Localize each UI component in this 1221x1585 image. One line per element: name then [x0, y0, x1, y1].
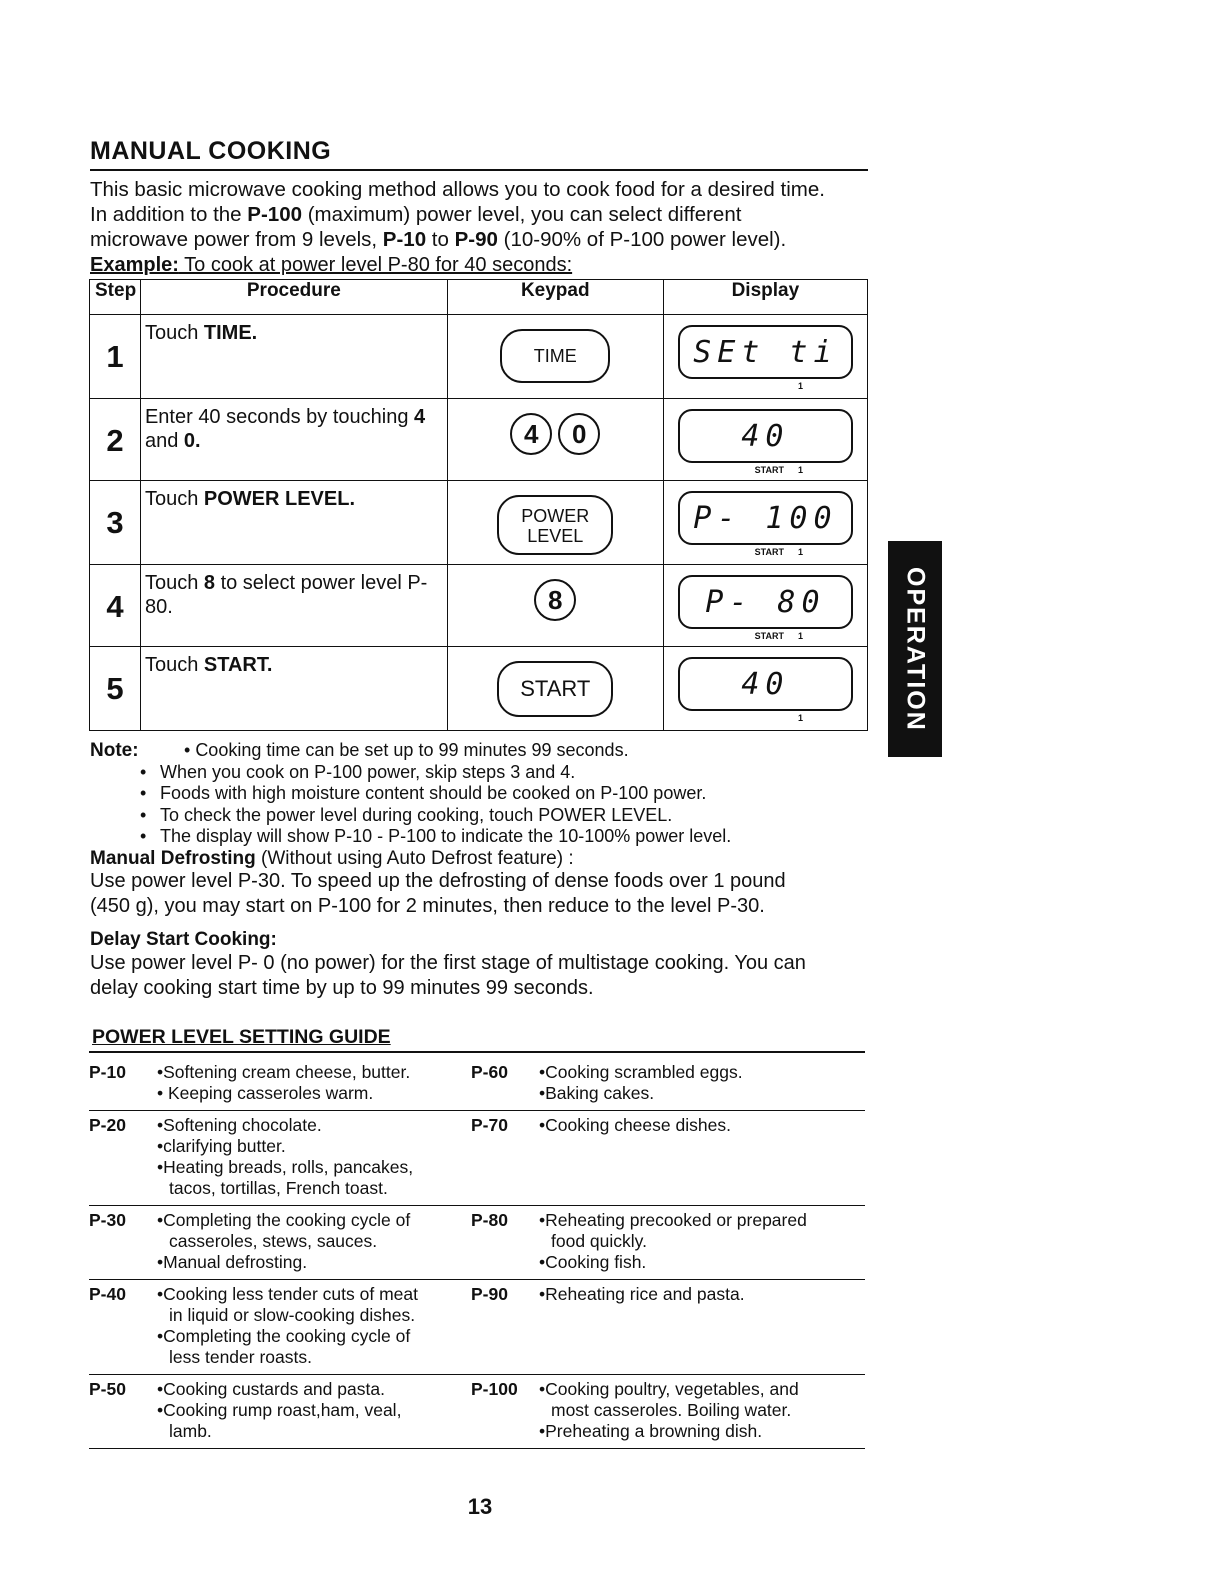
note-item: • The display will show P-10 - P-100 to indicate the 10-100% power level.: [90, 826, 880, 848]
guide-item: •Cooking custards and pasta.: [157, 1379, 385, 1399]
delay-line-2: delay cooking start time by up to 99 minutes 99 seconds.: [90, 976, 594, 999]
time-key: TIME: [500, 329, 610, 383]
power-level-label: P-90: [471, 1284, 508, 1304]
step-number: 5: [90, 647, 141, 731]
intro-line-2: In addition to the P-100 (maximum) power level, you can select different: [90, 203, 742, 226]
guide-item: •Completing the cooking cycle of: [157, 1326, 411, 1346]
power-level-label: P-80: [471, 1210, 508, 1230]
guide-left-col: [89, 1284, 471, 1368]
guide-item: less tender roasts.: [169, 1347, 312, 1367]
power-level-label: P-30: [89, 1210, 126, 1230]
lcd-indicator: START 1: [754, 631, 803, 641]
number-4-key: 4: [510, 413, 552, 455]
step-number: 4: [90, 565, 141, 647]
power-level-label: P-40: [89, 1284, 126, 1304]
guide-row: [89, 1375, 865, 1449]
step-keypad: [447, 647, 663, 731]
table-header-row: [90, 280, 868, 315]
defrost-line-1: Use power level P-30. To speed up the defrosting of dense foods over 1 pound: [90, 870, 786, 892]
notes-section: [90, 740, 880, 1001]
step-keypad: [447, 565, 663, 647]
step-display: [663, 565, 867, 647]
example-line: Example: To cook at power level P-80 for 40 seconds:: [90, 254, 573, 276]
start-key: START: [497, 661, 613, 717]
step-procedure: Touch 8 to select power level P-80.: [140, 565, 447, 647]
delay-line-1: Use power level P- 0 (no power) for the first stage of multistage cooking. You can: [90, 951, 806, 974]
step-number: 2: [90, 399, 141, 481]
power-level-label: P-100: [471, 1379, 518, 1399]
header-keypad: Keypad: [447, 280, 663, 315]
notes-list: [90, 762, 880, 848]
guide-item: •Completing the cooking cycle of: [157, 1210, 411, 1230]
lcd-indicator: 1: [797, 713, 803, 723]
guide-item: •Cooking fish.: [539, 1252, 647, 1272]
note-item: • To check the power level during cooking, touch POWER LEVEL.: [90, 805, 880, 827]
step-keypad: [447, 481, 663, 565]
step-number: 1: [90, 315, 141, 399]
header-display: Display: [663, 280, 867, 315]
guide-left-col: [89, 1210, 471, 1273]
intro-paragraph: [90, 177, 880, 252]
header-procedure: Procedure: [140, 280, 447, 315]
lcd-indicator: 1: [797, 381, 803, 391]
steps-table: [89, 279, 868, 731]
power-level-label: P-20: [89, 1115, 126, 1135]
guide-title: POWER LEVEL SETTING GUIDE: [92, 1026, 391, 1048]
note-label: Note:: [90, 740, 139, 761]
section-tab: [888, 541, 942, 757]
intro-line-1: This basic microwave cooking method allows you to cook food for a desired time.: [90, 178, 825, 201]
page-number: 13: [467, 1494, 493, 1519]
step-keypad: [447, 315, 663, 399]
lcd-display: P- 80: [678, 575, 853, 629]
table-row: [90, 647, 868, 731]
guide-item: • Keeping casseroles warm.: [157, 1083, 374, 1103]
guide-left-col: [89, 1115, 471, 1199]
guide-item: most casseroles. Boiling water.: [551, 1400, 792, 1420]
number-0-key: 0: [558, 413, 600, 455]
guide-row: [89, 1206, 865, 1280]
power-level-label: P-10: [89, 1062, 126, 1082]
guide-item: •Cooking less tender cuts of meat: [157, 1284, 418, 1304]
title-divider: [90, 169, 868, 171]
step-display: [663, 399, 867, 481]
step-display: [663, 315, 867, 399]
guide-item: •Preheating a browning dish.: [539, 1421, 763, 1441]
defrost-line-2: (450 g), you may start on P-100 for 2 minutes, then reduce to the level P-30.: [90, 895, 765, 917]
number-8-key: 8: [534, 579, 576, 621]
guide-item: lamb.: [169, 1421, 212, 1441]
guide-row: [89, 1111, 865, 1206]
note-item: • Foods with high moisture content should be cooked on P-100 power.: [90, 783, 880, 805]
guide-item: •Heating breads, rolls, pancakes,: [157, 1157, 414, 1177]
guide-item: •Baking cakes.: [539, 1083, 655, 1103]
guide-right-col: [471, 1062, 853, 1104]
guide-right-col: [471, 1115, 853, 1199]
guide-item: in liquid or slow-cooking dishes.: [169, 1305, 416, 1325]
note-item: • When you cook on P-100 power, skip steps 3 and 4.: [90, 762, 880, 784]
table-row: [90, 565, 868, 647]
lcd-display: P- 100: [678, 491, 853, 545]
guide-right-col: [471, 1284, 853, 1368]
step-display: [663, 647, 867, 731]
table-row: [90, 315, 868, 399]
guide-item: •Cooking poultry, vegetables, and: [539, 1379, 799, 1399]
guide-item: •Softening cream cheese, butter.: [157, 1062, 411, 1082]
power-level-label: P-50: [89, 1379, 126, 1399]
power-level-label: P-60: [471, 1062, 508, 1082]
guide-item: tacos, tortillas, French toast.: [169, 1178, 388, 1198]
guide-item: •Reheating precooked or prepared: [539, 1210, 807, 1230]
section-tab-label: OPERATION: [901, 566, 930, 732]
guide-left-col: [89, 1062, 471, 1104]
guide-item: casseroles, stews, sauces.: [169, 1231, 378, 1251]
guide-item: •Softening chocolate.: [157, 1115, 322, 1135]
guide-item: •clarifying butter.: [157, 1136, 286, 1156]
lcd-display: 40: [678, 409, 853, 463]
table-row: [90, 481, 868, 565]
guide-row: [89, 1058, 865, 1111]
guide-item: food quickly.: [551, 1231, 647, 1251]
power-level-label: P-70: [471, 1115, 508, 1135]
guide-row: [89, 1280, 865, 1375]
guide-item: •Cooking cheese dishes.: [539, 1115, 731, 1135]
power-level-guide: [89, 1058, 865, 1449]
table-row: [90, 399, 868, 481]
step-procedure: Touch TIME.: [140, 315, 447, 399]
page-title: MANUAL COOKING: [90, 137, 332, 165]
guide-divider: [89, 1051, 865, 1053]
step-procedure: Touch START.: [140, 647, 447, 731]
guide-item: •Cooking rump roast,ham, veal,: [157, 1400, 402, 1420]
guide-item: •Reheating rice and pasta.: [539, 1284, 745, 1304]
guide-left-col: [89, 1379, 471, 1442]
step-procedure: Touch POWER LEVEL.: [140, 481, 447, 565]
lcd-display: SEt ti: [678, 325, 853, 379]
intro-line-3: microwave power from 9 levels, P-10 to P-90 (10-90% of P-100 power level).: [90, 228, 787, 251]
guide-item: •Cooking scrambled eggs.: [539, 1062, 743, 1082]
defrost-heading: Manual Defrosting (Without using Auto Defrost feature) :: [90, 847, 574, 869]
delay-heading: Delay Start Cooking:: [90, 929, 277, 950]
power-level-key: POWER LEVEL: [497, 495, 613, 555]
lcd-display: 40: [678, 657, 853, 711]
lcd-indicator: START 1: [754, 547, 803, 557]
note-item: • Cooking time can be set up to 99 minutes 99 seconds.: [184, 740, 629, 760]
header-step: Step: [90, 280, 141, 315]
step-display: [663, 481, 867, 565]
guide-item: •Manual defrosting.: [157, 1252, 308, 1272]
note-first: [90, 740, 880, 762]
guide-right-col: [471, 1379, 853, 1442]
guide-right-col: [471, 1210, 853, 1273]
step-procedure: Enter 40 seconds by touching 4 and 0.: [140, 399, 447, 481]
lcd-indicator: START 1: [754, 465, 803, 475]
step-number: 3: [90, 481, 141, 565]
step-keypad: [447, 399, 663, 481]
